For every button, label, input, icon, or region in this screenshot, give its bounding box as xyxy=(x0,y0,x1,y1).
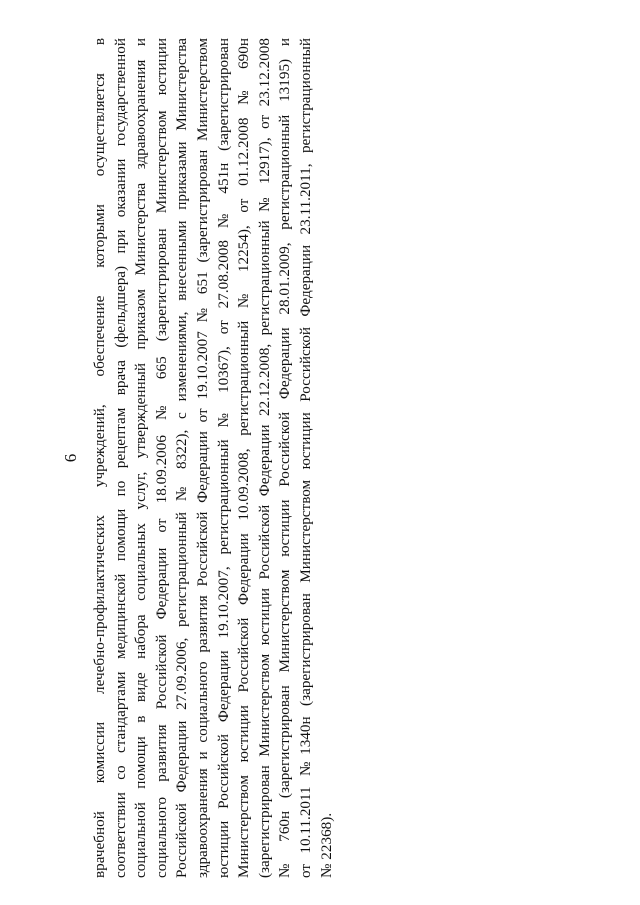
paragraph-line: Российской Федерации 27.09.2006, регистрационный № 8322), с изменениями, внесенными приказами Министерства xyxy=(173,38,191,878)
paragraph-line: (зарегистрирован Министерством юстиции Российской Федерации 22.12.2008, регистрационный № 12917), от 23.12.2008 xyxy=(255,38,273,878)
paragraph-line: социального развития Российской Федерации от 18.09.2006 № 665 (зарегистрирован Министерством юстиции xyxy=(152,38,170,878)
paragraph-line: юстиции Российской Федерации 19.10.2007, регистрационный № 10367), от 27.08.2008 № 451н (зарегистрирован xyxy=(214,38,232,878)
rotated-page-content xyxy=(60,38,337,878)
paragraph-line: № 22368). xyxy=(317,812,335,878)
paragraph-line: социальной помощи в виде набора социальных услуг, утвержденный приказом Министерства здравоохранения и xyxy=(132,38,150,878)
paragraph-line: от 10.11.2011 №1340н (зарегистрирован Министерством юстиции Российской Федерации 23.11.2011, регистрационный xyxy=(296,38,314,878)
paragraph-line: соответствии со стандартами медицинской помощи по рецептам врача (фельдшера) при оказании государственной xyxy=(111,38,129,878)
body-paragraph xyxy=(90,38,337,878)
paragraph-line: здравоохранения и социального развития Российской Федерации от 19.10.2007 № 651 (зарегистрирован Министерством xyxy=(193,38,211,878)
paragraph-line: № 760н (зарегистрирован Министерством юстиции Российской Федерации 28.01.2009, регистрационный 13195) и xyxy=(276,38,294,878)
page-number: 6 xyxy=(61,453,80,463)
paragraph-line: Министерством юстиции Российской Федерации 10.09.2008, регистрационный № 12254), от 01.12.2008 № 690н xyxy=(235,38,253,878)
paragraph-line: врачебной комиссии лечебно-профилактических учреждений, обеспечение которыми осуществляется в xyxy=(91,38,108,878)
